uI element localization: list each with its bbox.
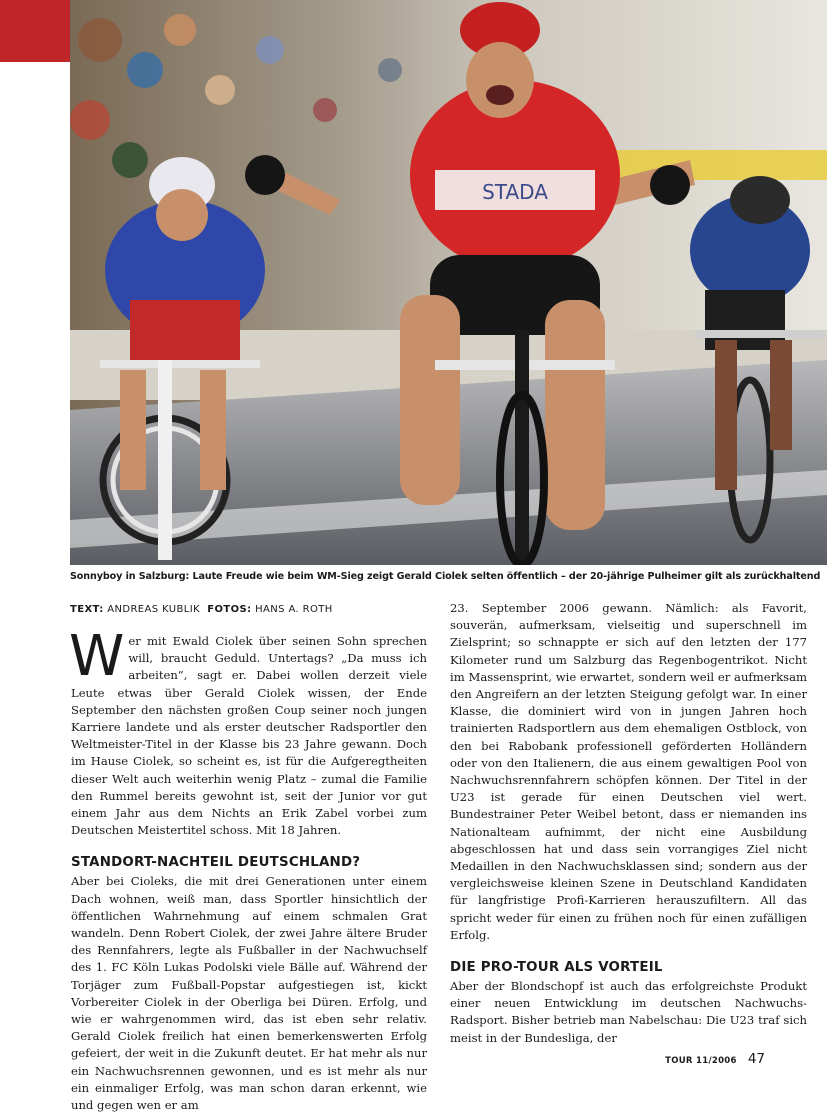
- article-column-left: [69, 624, 427, 1114]
- paragraph-wm-win: 23. September 2006 gewann. Nämlich: als Favorit, souverän, aufmerksam, vielseitig und superschnell im Zielsprint; so schnappte er sich auf den letzten der 177 Kilometer rund um Salzburg das Regenbogentrikot. Nicht im Massensprint, wie erwartet, sondern weil er aufmerksam den Angreifern an der letzten Steigung gefolgt war. In einer Klasse, die dominiert wird von in jungen Jahren hoch trainierten Radsportlern aus dem ehemaligen Ostblock, von den bei Rabobank professionell geförderten Holländern oder von den Italienern, die aus einem gewaltigen Pool von Nachwuchsrennfahrern schöpfen können. Der Titel in der U23 ist gerade für einen Deutschen viel wert. Bundestrainer Peter Weibel betont, dass er niemanden ins Nationalteam aufnimmt, der nicht eine Ausbildung abgeschlossen hat und dass sein vorrangiges Ziel nicht Medaillen in den Nachwuchsklassen sind; sondern aus der vergleichsweise kleinen Szene in Deutschland Kandidaten für langfristige Profi-Karrieren herauszufiltern. All das spricht weder für einen zu frühen noch für einen zufälligen Erfolg.: [450, 601, 807, 942]
- article-column-right: [450, 600, 807, 1047]
- jersey-sponsor-text: STADA: [482, 180, 548, 204]
- intro-paragraph: [69, 624, 427, 839]
- byline-text-author: ANDREAS KUBLIK: [107, 604, 201, 615]
- section-heading-pro-tour: DIE PRO-TOUR ALS VORTEIL: [450, 960, 663, 976]
- page-number: 47: [747, 1051, 765, 1067]
- intro-text: er mit Ewald Ciolek über seinen Sohn sprechen will, braucht Geduld. Untertags? „Da muss ich arbeiten“, sagt er. Dabei wollen derzeit viele Leute etwas über Gerald Ciolek wissen, der Ende September den nächsten großen Coup seiner noch jungen Karriere landete und als erster deutscher Radsportler den Weltmeister-Titel in der Klasse bis 23 Jahre gewann. Doch im Hause Ciolek, so scheint es, ist für die Aufgeregtheiten dieser Welt auch weiterhin wenig Platz – zumal die Familie den Rummel bereits gewohnt ist, seit der Junior vor gut einem Jahr aus dem Nichts an Erik Zabel vorbei zum Deutschen Meistertitel schoss. Mit 18 Jahren.: [71, 634, 427, 838]
- byline-photo-label: FOTOS:: [207, 604, 252, 615]
- byline-text-label: TEXT:: [70, 604, 104, 615]
- section-heading-standort: STANDORT-NACHTEIL DEUTSCHLAND?: [71, 855, 361, 871]
- byline: [70, 604, 333, 615]
- red-corner-tab: [0, 0, 70, 62]
- photo-caption: Sonnyboy in Salzburg: Laute Freude wie beim WM-Sieg zeigt Gerald Ciolek selten öffentlich – der 20-jährige Pulheimer gilt als zurückhaltend: [70, 571, 821, 582]
- byline-photo-author: HANS A. ROTH: [255, 604, 333, 615]
- race-photo: [70, 0, 827, 565]
- paragraph-blondschopf: Aber der Blondschopf ist auch das erfolgreichste Produkt einer neuen Entwicklung im deutschen Nachwuchs-Radsport. Bisher betrieb man Nabelschau: Die U23 traf sich meist in der Bundesliga, der: [450, 979, 807, 1045]
- paragraph-cioleks: Aber bei Cioleks, die mit drei Generationen unter einem Dach wohnen, weiß man, dass Sportler hinsichtlich der öffentlichen Wahrnehmung auf einem schmalen Grat wandeln. Denn Robert Ciolek, der zwei Jahre ältere Bruder des Rennfahrers, legte als Fußballer in der Nachwuchself des 1. FC Köln Lukas Podolski viele Bälle auf. Während der Torjäger zum Fußball-Popstar aufgestiegen ist, kickt Vorbereiter Ciolek in der Oberliga bei Düren. Erfolg, und wie er wahrgenommen wird, das ist eben sehr relativ. Gerald Ciolek freilich hat einen bemerkenswerten Erfolg gefeiert, der weit in die Zukunft deutet. Er hat mehr als nur ein Nachwuchsrennen gewonnen, und es ist mehr als nur ein einmaliger Erfolg, was man schon daran erkennt, wie und gegen wen er am: [71, 874, 427, 1113]
- page-footer: [665, 1048, 765, 1067]
- drop-cap: W: [69, 624, 125, 689]
- magazine-issue: TOUR 11/2006: [665, 1056, 737, 1066]
